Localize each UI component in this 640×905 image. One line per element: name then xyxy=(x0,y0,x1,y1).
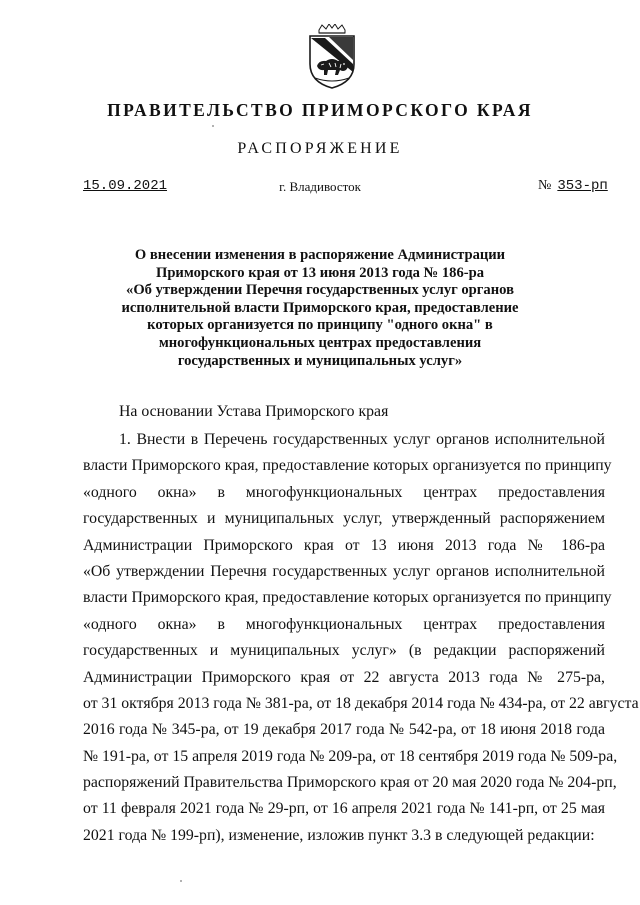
body-line: власти Приморского края, предоставление которых организуется по принципу xyxy=(83,589,612,607)
subject-line: многофункциональных центрах предоставления xyxy=(158,334,482,351)
coat-of-arms-icon xyxy=(305,24,359,90)
number-value: 353-рп xyxy=(557,178,608,194)
scan-artifact xyxy=(212,125,214,127)
body-line: 2016 года № 345-ра, от 19 декабря 2017 года № 542-ра, от 18 июня 2018 года xyxy=(83,721,605,739)
document-number xyxy=(538,178,608,194)
subject-line: которых организуется по принципу "одного окна" в xyxy=(147,317,493,334)
body-line: «Об утверждении Перечня государственных услуг органов исполнительной xyxy=(83,562,605,580)
subject-line: государственных и муниципальных услуг» xyxy=(177,352,463,369)
body-line: Администрации Приморского края от 13 июня 2013 года № 186-ра xyxy=(83,536,605,554)
body-line: 2021 года № 199-рп), изменение, изложив пункт 3.3 в следующей редакции: xyxy=(83,826,595,844)
document-city: г. Владивосток xyxy=(279,179,361,194)
body-paragraph xyxy=(83,427,639,849)
body-line: Администрации Приморского края от 22 августа 2013 года № 275-ра, xyxy=(83,668,605,686)
document-subject xyxy=(80,247,560,370)
document-type: РАСПОРЯЖЕНИЕ xyxy=(237,140,403,157)
body-line: распоряжений Правительства Приморского края от 20 мая 2020 года № 204-рп, xyxy=(83,774,617,792)
body-line: государственных и муниципальных услуг» (в редакции распоряжений xyxy=(83,642,605,660)
body-line: власти Приморского края, предоставление которых организуется по принципу xyxy=(83,457,612,475)
document-date: 15.09.2021 xyxy=(83,178,168,194)
body-line: № 191-ра, от 15 апреля 2019 года № 209-ра, от 18 сентября 2019 года № 509-ра, xyxy=(83,747,618,765)
subject-line: О внесении изменения в распоряжение Администрации xyxy=(134,247,506,263)
body-line: от 11 февраля 2021 года № 29-рп, от 16 апреля 2021 года № 141-рп, от 25 мая xyxy=(83,800,605,818)
intro-paragraph: На основании Устава Приморского края xyxy=(119,403,389,420)
body-line: «одного окна» в многофункциональных центрах предоставления xyxy=(83,615,605,633)
subject-line: «Об утверждении Перечня государственных услуг органов xyxy=(126,282,514,299)
subject-line: исполнительной власти Приморского края, предоставление xyxy=(121,299,519,316)
subject-line: Приморского края от 13 июня 2013 года № 186-ра xyxy=(155,264,485,281)
number-sign: № xyxy=(538,178,552,193)
body-line: «одного окна» в многофункциональных центрах предоставления xyxy=(83,483,605,501)
scan-artifact xyxy=(180,880,182,882)
body-line: 1. Внести в Перечень государственных услуг органов исполнительной xyxy=(119,431,605,448)
body-line: государственных и муниципальных услуг, утвержденный распоряжением xyxy=(83,510,605,528)
organization-title: ПРАВИТЕЛЬСТВО ПРИМОРСКОГО КРАЯ xyxy=(107,100,533,120)
body-line: от 31 октября 2013 года № 381-ра, от 18 декабря 2014 года № 434-ра, от 22 августа xyxy=(83,694,639,712)
